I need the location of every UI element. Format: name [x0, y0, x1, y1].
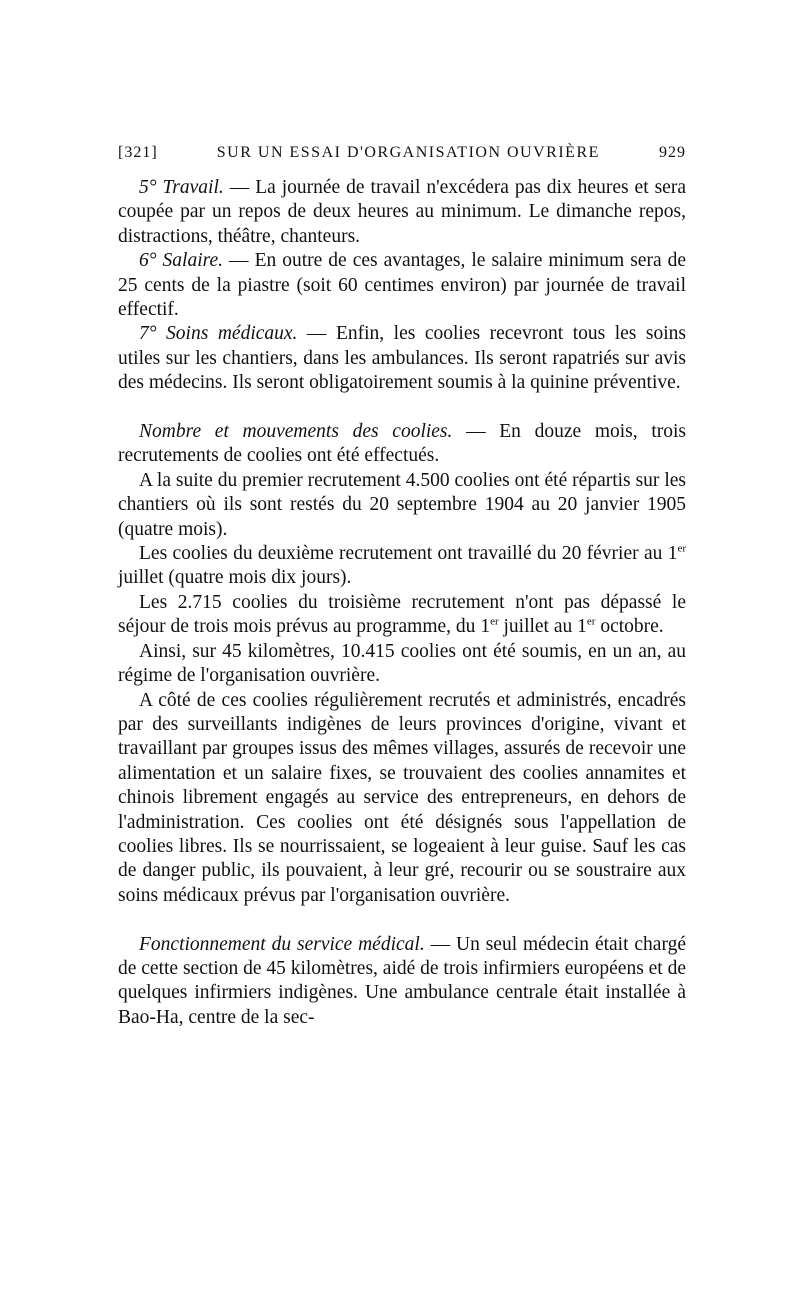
paragraph-text: — Un seul médecin était chargé de cette section de 45 kilomètres, aidé de trois infirmiers européens et de quelques infirmiers indigènes. Une ambulance centrale était installée à Bao-Ha, centre de la sec-: [118, 933, 687, 1028]
running-header: [118, 144, 686, 170]
paragraph-text: — En outre de ces avantages, le salaire minimum sera de 25 cents de la piastre (soit 60 centimes environ) par journée de travail effectif.: [118, 250, 687, 321]
paragraph-premier-recrutement: [118, 469, 686, 542]
paragraph-text: A la suite du premier recrutement 4.500 coolies ont été répartis sur les chantiers où ils sont restés du 20 septembre 1904 au 20 janvier 1905 (quatre mois).: [118, 469, 686, 540]
paragraph-lead: 5° Travail.: [139, 177, 224, 198]
paragraph-lead: 6° Salaire.: [139, 250, 224, 272]
running-title: SUR UN ESSAI D'ORGANISATION OUVRIÈRE: [216, 144, 600, 161]
page-reference: [321]: [118, 144, 158, 161]
section-spacer: [118, 908, 686, 932]
paragraph-troisieme-recrutement: [118, 591, 686, 640]
paragraph-coolies-libres: [118, 689, 686, 909]
paragraph-lead: 7° Soins médicaux.: [139, 323, 298, 345]
paragraph-text: Ainsi, sur 45 kilomètres, 10.415 coolies ont été soumis, en un an, au régime de l'organisation ouvrière.: [118, 640, 686, 687]
paragraph-text: A côté de ces coolies régulièrement recrutés et administrés, encadrés par des surveillants indigènes de leurs provinces d'origine, vivant et travaillant par groupes issus des mêmes villages, assurés de recevoir une alimentation et un salaire fixes, se trouvaient des coolies annamites et chinois librement engagés au service des entrepreneurs, en dehors de l'administration. Ces coolies ont été désignés sous l'appellation de coolies libres. Ils se nourrissaient, se logeaient à leur guise. Sauf les cas de danger public, ils pouvaient, à leur gré, recourir ou se soustraire aux soins médicaux prévus par l'organisation ouvrière.: [118, 689, 686, 906]
paragraph-travail: [118, 176, 686, 249]
paragraph-ainsi: [118, 640, 686, 689]
paragraph-text: — La journée de travail n'excédera pas dix heures et sera coupée par un repos de deux heures au minimum. Le dimanche repos, distractions, théâtre, chanteurs.: [118, 177, 686, 247]
page-number: 929: [659, 144, 686, 161]
paragraph-text: Les coolies du deuxième recrutement ont travaillé du 20 février au 1er juillet (quatre mois dix jours).: [118, 542, 686, 589]
paragraph-service-medical: [118, 933, 686, 1031]
section-heading: Fonctionnement du service médical.: [139, 933, 425, 955]
paragraph-deuxieme-recrutement: [118, 542, 686, 591]
paragraph-soins: [118, 322, 686, 395]
paragraph-text: Les 2.715 coolies du troisième recrutement n'ont pas dépassé le séjour de trois mois prévus au programme, du 1er juillet au 1er octobre.: [118, 591, 686, 638]
paragraph-nombre: [118, 420, 686, 469]
section-heading: Nombre et mouvements des coolies.: [139, 421, 453, 443]
paragraph-salaire: [118, 249, 686, 322]
section-spacer: [118, 396, 686, 420]
paragraph-text: — Enfin, les coolies recevront tous les soins utiles sur les chantiers, dans les ambulances. Ils seront rapatriés sur avis des médecins. Ils seront obligatoirement soumis à la quinine préventive.: [118, 323, 686, 394]
paragraph-text: — En douze mois, trois recrutements de coolies ont été effectués.: [118, 421, 686, 467]
book-page: [118, 144, 686, 1030]
